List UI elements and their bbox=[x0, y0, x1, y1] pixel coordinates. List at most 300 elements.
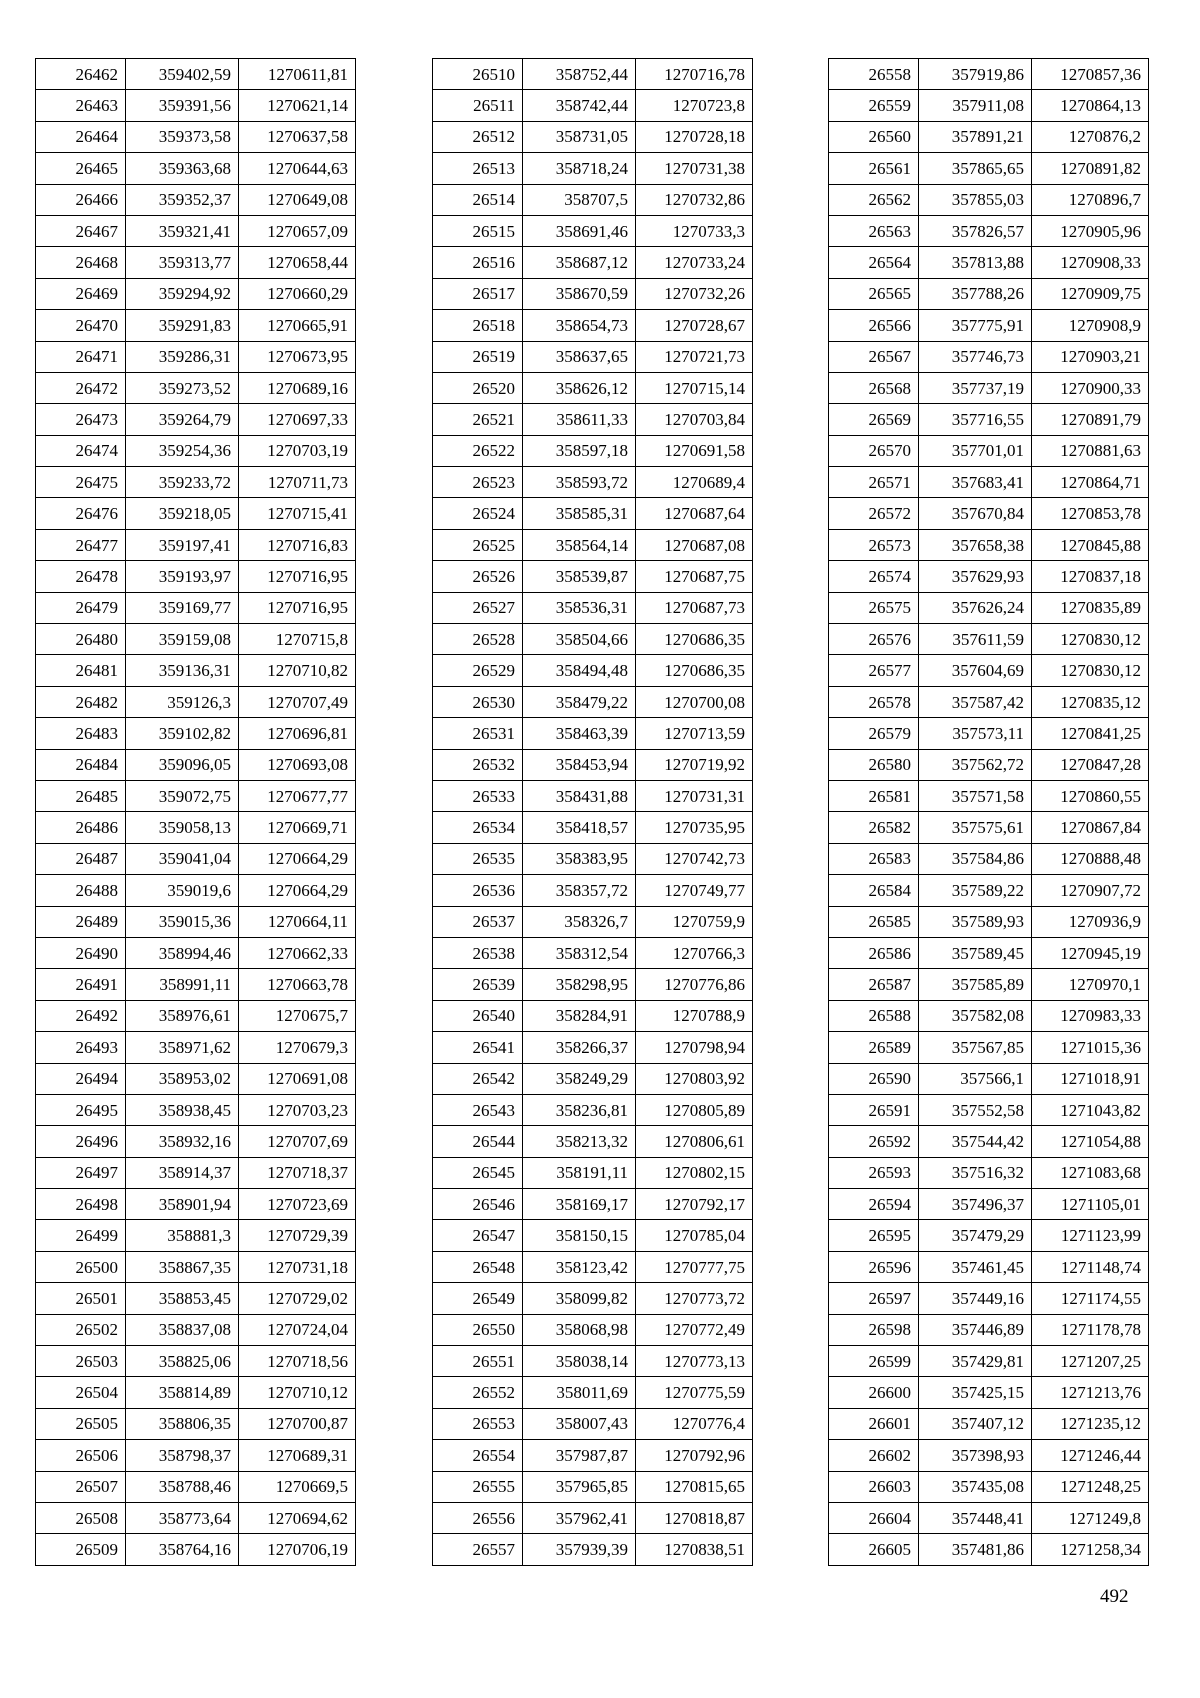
x-coordinate-cell: 357701,01 bbox=[919, 435, 1032, 466]
point-id-cell: 26557 bbox=[433, 1534, 523, 1565]
y-coordinate-cell: 1270664,29 bbox=[239, 875, 356, 906]
x-coordinate-cell: 358038,14 bbox=[523, 1346, 636, 1377]
table-row bbox=[36, 906, 356, 937]
y-coordinate-cell: 1270773,72 bbox=[636, 1283, 753, 1314]
x-coordinate-cell: 358326,7 bbox=[523, 906, 636, 937]
x-coordinate-cell: 357571,58 bbox=[919, 780, 1032, 811]
y-coordinate-cell: 1270731,31 bbox=[636, 780, 753, 811]
point-id-cell: 26476 bbox=[36, 498, 126, 529]
point-id-cell: 26529 bbox=[433, 655, 523, 686]
y-coordinate-cell: 1271015,36 bbox=[1032, 1032, 1149, 1063]
table-row bbox=[433, 59, 753, 90]
y-coordinate-cell: 1270716,95 bbox=[239, 561, 356, 592]
point-id-cell: 26519 bbox=[433, 341, 523, 372]
x-coordinate-cell: 357587,42 bbox=[919, 686, 1032, 717]
y-coordinate-cell: 1270837,18 bbox=[1032, 561, 1149, 592]
y-coordinate-cell: 1270896,7 bbox=[1032, 184, 1149, 215]
table-row bbox=[829, 372, 1149, 403]
y-coordinate-cell: 1270732,26 bbox=[636, 278, 753, 309]
y-coordinate-cell: 1270731,38 bbox=[636, 153, 753, 184]
table-row bbox=[433, 435, 753, 466]
point-id-cell: 26601 bbox=[829, 1408, 919, 1439]
point-id-cell: 26472 bbox=[36, 372, 126, 403]
point-id-cell: 26505 bbox=[36, 1408, 126, 1439]
x-coordinate-cell: 358357,72 bbox=[523, 875, 636, 906]
table-row bbox=[433, 1000, 753, 1031]
y-coordinate-cell: 1271083,68 bbox=[1032, 1157, 1149, 1188]
table-row bbox=[433, 1377, 753, 1408]
x-coordinate-cell: 357567,85 bbox=[919, 1032, 1032, 1063]
y-coordinate-cell: 1270710,12 bbox=[239, 1377, 356, 1408]
point-id-cell: 26517 bbox=[433, 278, 523, 309]
x-coordinate-cell: 358284,91 bbox=[523, 1000, 636, 1031]
point-id-cell: 26595 bbox=[829, 1220, 919, 1251]
table-row bbox=[829, 1126, 1149, 1157]
table-row bbox=[829, 624, 1149, 655]
x-coordinate-cell: 357658,38 bbox=[919, 529, 1032, 560]
table-row bbox=[829, 749, 1149, 780]
x-coordinate-cell: 357585,89 bbox=[919, 969, 1032, 1000]
point-id-cell: 26468 bbox=[36, 247, 126, 278]
point-id-cell: 26521 bbox=[433, 404, 523, 435]
y-coordinate-cell: 1270716,78 bbox=[636, 59, 753, 90]
x-coordinate-cell: 357481,86 bbox=[919, 1534, 1032, 1565]
table-row bbox=[433, 780, 753, 811]
point-id-cell: 26488 bbox=[36, 875, 126, 906]
point-id-cell: 26470 bbox=[36, 310, 126, 341]
y-coordinate-cell: 1270691,08 bbox=[239, 1063, 356, 1094]
table-row bbox=[829, 592, 1149, 623]
point-id-cell: 26537 bbox=[433, 906, 523, 937]
x-coordinate-cell: 357562,72 bbox=[919, 749, 1032, 780]
y-coordinate-cell: 1271148,74 bbox=[1032, 1251, 1149, 1282]
table-row bbox=[36, 1440, 356, 1471]
point-id-cell: 26485 bbox=[36, 780, 126, 811]
table-row bbox=[36, 1534, 356, 1565]
point-id-cell: 26573 bbox=[829, 529, 919, 560]
point-id-cell: 26496 bbox=[36, 1126, 126, 1157]
x-coordinate-cell: 357461,45 bbox=[919, 1251, 1032, 1282]
point-id-cell: 26592 bbox=[829, 1126, 919, 1157]
point-id-cell: 26599 bbox=[829, 1346, 919, 1377]
x-coordinate-cell: 357855,03 bbox=[919, 184, 1032, 215]
table-row bbox=[36, 372, 356, 403]
table-row bbox=[36, 1471, 356, 1502]
table-row bbox=[433, 1314, 753, 1345]
y-coordinate-cell: 1270715,14 bbox=[636, 372, 753, 403]
point-id-cell: 26515 bbox=[433, 215, 523, 246]
table-row bbox=[433, 749, 753, 780]
x-coordinate-cell: 357939,39 bbox=[523, 1534, 636, 1565]
point-id-cell: 26586 bbox=[829, 937, 919, 968]
x-coordinate-cell: 358463,39 bbox=[523, 718, 636, 749]
y-coordinate-cell: 1270835,12 bbox=[1032, 686, 1149, 717]
x-coordinate-cell: 358976,61 bbox=[126, 1000, 239, 1031]
x-coordinate-cell: 358914,37 bbox=[126, 1157, 239, 1188]
table-row bbox=[433, 1189, 753, 1220]
point-id-cell: 26493 bbox=[36, 1032, 126, 1063]
x-coordinate-cell: 358123,42 bbox=[523, 1251, 636, 1282]
point-id-cell: 26489 bbox=[36, 906, 126, 937]
x-coordinate-cell: 357865,65 bbox=[919, 153, 1032, 184]
y-coordinate-cell: 1270908,33 bbox=[1032, 247, 1149, 278]
x-coordinate-cell: 358312,54 bbox=[523, 937, 636, 968]
point-id-cell: 26478 bbox=[36, 561, 126, 592]
table-row bbox=[36, 341, 356, 372]
table-row bbox=[829, 90, 1149, 121]
y-coordinate-cell: 1270687,73 bbox=[636, 592, 753, 623]
x-coordinate-cell: 359254,36 bbox=[126, 435, 239, 466]
x-coordinate-cell: 358901,94 bbox=[126, 1189, 239, 1220]
point-id-cell: 26589 bbox=[829, 1032, 919, 1063]
y-coordinate-cell: 1270733,3 bbox=[636, 215, 753, 246]
point-id-cell: 26464 bbox=[36, 121, 126, 152]
point-id-cell: 26575 bbox=[829, 592, 919, 623]
point-id-cell: 26577 bbox=[829, 655, 919, 686]
y-coordinate-cell: 1270772,49 bbox=[636, 1314, 753, 1345]
point-id-cell: 26598 bbox=[829, 1314, 919, 1345]
x-coordinate-cell: 358539,87 bbox=[523, 561, 636, 592]
x-coordinate-cell: 358191,11 bbox=[523, 1157, 636, 1188]
x-coordinate-cell: 358932,16 bbox=[126, 1126, 239, 1157]
point-id-cell: 26546 bbox=[433, 1189, 523, 1220]
table-row bbox=[433, 1440, 753, 1471]
y-coordinate-cell: 1270891,82 bbox=[1032, 153, 1149, 184]
y-coordinate-cell: 1270637,58 bbox=[239, 121, 356, 152]
y-coordinate-cell: 1270847,28 bbox=[1032, 749, 1149, 780]
table-row bbox=[36, 937, 356, 968]
table-row bbox=[36, 1094, 356, 1125]
table-row bbox=[829, 937, 1149, 968]
point-id-cell: 26584 bbox=[829, 875, 919, 906]
x-coordinate-cell: 358731,05 bbox=[523, 121, 636, 152]
table-row bbox=[36, 1000, 356, 1031]
x-coordinate-cell: 357429,81 bbox=[919, 1346, 1032, 1377]
table-row bbox=[433, 812, 753, 843]
x-coordinate-cell: 359352,37 bbox=[126, 184, 239, 215]
point-id-cell: 26491 bbox=[36, 969, 126, 1000]
table-row bbox=[829, 812, 1149, 843]
table-row bbox=[829, 875, 1149, 906]
table-row bbox=[36, 1220, 356, 1251]
y-coordinate-cell: 1270677,77 bbox=[239, 780, 356, 811]
y-coordinate-cell: 1270649,08 bbox=[239, 184, 356, 215]
x-coordinate-cell: 357911,08 bbox=[919, 90, 1032, 121]
y-coordinate-cell: 1270675,7 bbox=[239, 1000, 356, 1031]
y-coordinate-cell: 1270881,63 bbox=[1032, 435, 1149, 466]
y-coordinate-cell: 1270703,84 bbox=[636, 404, 753, 435]
x-coordinate-cell: 358867,35 bbox=[126, 1251, 239, 1282]
point-id-cell: 26597 bbox=[829, 1283, 919, 1314]
point-id-cell: 26547 bbox=[433, 1220, 523, 1251]
table-row bbox=[829, 215, 1149, 246]
table-row bbox=[36, 1063, 356, 1094]
y-coordinate-cell: 1270815,65 bbox=[636, 1471, 753, 1502]
table-row bbox=[433, 1220, 753, 1251]
table-row bbox=[433, 529, 753, 560]
x-coordinate-cell: 358670,59 bbox=[523, 278, 636, 309]
y-coordinate-cell: 1270669,71 bbox=[239, 812, 356, 843]
y-coordinate-cell: 1270776,86 bbox=[636, 969, 753, 1000]
point-id-cell: 26593 bbox=[829, 1157, 919, 1188]
y-coordinate-cell: 1270673,95 bbox=[239, 341, 356, 372]
y-coordinate-cell: 1270662,33 bbox=[239, 937, 356, 968]
y-coordinate-cell: 1270830,12 bbox=[1032, 655, 1149, 686]
x-coordinate-cell: 357962,41 bbox=[523, 1502, 636, 1533]
y-coordinate-cell: 1270776,4 bbox=[636, 1408, 753, 1439]
table-row bbox=[433, 341, 753, 372]
table-row bbox=[829, 1471, 1149, 1502]
point-id-cell: 26540 bbox=[433, 1000, 523, 1031]
point-id-cell: 26523 bbox=[433, 467, 523, 498]
x-coordinate-cell: 357446,89 bbox=[919, 1314, 1032, 1345]
x-coordinate-cell: 357813,88 bbox=[919, 247, 1032, 278]
point-id-cell: 26484 bbox=[36, 749, 126, 780]
x-coordinate-cell: 359136,31 bbox=[126, 655, 239, 686]
point-id-cell: 26563 bbox=[829, 215, 919, 246]
x-coordinate-cell: 358825,06 bbox=[126, 1346, 239, 1377]
point-id-cell: 26579 bbox=[829, 718, 919, 749]
x-coordinate-cell: 359273,52 bbox=[126, 372, 239, 403]
y-coordinate-cell: 1271054,88 bbox=[1032, 1126, 1149, 1157]
x-coordinate-cell: 357611,59 bbox=[919, 624, 1032, 655]
y-coordinate-cell: 1270715,41 bbox=[239, 498, 356, 529]
y-coordinate-cell: 1271213,76 bbox=[1032, 1377, 1149, 1408]
table-row bbox=[829, 1094, 1149, 1125]
point-id-cell: 26514 bbox=[433, 184, 523, 215]
y-coordinate-cell: 1270733,24 bbox=[636, 247, 753, 278]
point-id-cell: 26554 bbox=[433, 1440, 523, 1471]
table-row bbox=[433, 184, 753, 215]
y-coordinate-cell: 1270775,59 bbox=[636, 1377, 753, 1408]
table-row bbox=[36, 1189, 356, 1220]
point-id-cell: 26492 bbox=[36, 1000, 126, 1031]
x-coordinate-cell: 358597,18 bbox=[523, 435, 636, 466]
table-row bbox=[829, 1157, 1149, 1188]
point-id-cell: 26477 bbox=[36, 529, 126, 560]
x-coordinate-cell: 357788,26 bbox=[919, 278, 1032, 309]
x-coordinate-cell: 359197,41 bbox=[126, 529, 239, 560]
point-id-cell: 26567 bbox=[829, 341, 919, 372]
table-row bbox=[36, 780, 356, 811]
y-coordinate-cell: 1271207,25 bbox=[1032, 1346, 1149, 1377]
x-coordinate-cell: 357573,11 bbox=[919, 718, 1032, 749]
y-coordinate-cell: 1270710,82 bbox=[239, 655, 356, 686]
table-row bbox=[36, 561, 356, 592]
table-row bbox=[36, 529, 356, 560]
point-id-cell: 26512 bbox=[433, 121, 523, 152]
y-coordinate-cell: 1270693,08 bbox=[239, 749, 356, 780]
y-coordinate-cell: 1270841,25 bbox=[1032, 718, 1149, 749]
y-coordinate-cell: 1271043,82 bbox=[1032, 1094, 1149, 1125]
table-row bbox=[829, 498, 1149, 529]
table-row bbox=[433, 561, 753, 592]
page-number: 492 bbox=[1100, 1586, 1129, 1607]
y-coordinate-cell: 1270792,17 bbox=[636, 1189, 753, 1220]
y-coordinate-cell: 1270716,83 bbox=[239, 529, 356, 560]
point-id-cell: 26605 bbox=[829, 1534, 919, 1565]
point-id-cell: 26482 bbox=[36, 686, 126, 717]
x-coordinate-cell: 358150,15 bbox=[523, 1220, 636, 1251]
x-coordinate-cell: 358953,02 bbox=[126, 1063, 239, 1094]
table-row bbox=[433, 1346, 753, 1377]
x-coordinate-cell: 358099,82 bbox=[523, 1283, 636, 1314]
point-id-cell: 26509 bbox=[36, 1534, 126, 1565]
point-id-cell: 26511 bbox=[433, 90, 523, 121]
x-coordinate-cell: 357407,12 bbox=[919, 1408, 1032, 1439]
y-coordinate-cell: 1270766,3 bbox=[636, 937, 753, 968]
x-coordinate-cell: 357919,86 bbox=[919, 59, 1032, 90]
x-coordinate-cell: 358798,37 bbox=[126, 1440, 239, 1471]
point-id-cell: 26543 bbox=[433, 1094, 523, 1125]
table-row bbox=[433, 624, 753, 655]
table-row bbox=[829, 404, 1149, 435]
y-coordinate-cell: 1270735,95 bbox=[636, 812, 753, 843]
x-coordinate-cell: 358994,46 bbox=[126, 937, 239, 968]
table-row bbox=[829, 1346, 1149, 1377]
table-row bbox=[829, 1251, 1149, 1282]
x-coordinate-cell: 359126,3 bbox=[126, 686, 239, 717]
table-row bbox=[829, 780, 1149, 811]
y-coordinate-cell: 1270621,14 bbox=[239, 90, 356, 121]
point-id-cell: 26507 bbox=[36, 1471, 126, 1502]
y-coordinate-cell: 1270679,3 bbox=[239, 1032, 356, 1063]
point-id-cell: 26571 bbox=[829, 467, 919, 498]
y-coordinate-cell: 1270742,73 bbox=[636, 843, 753, 874]
x-coordinate-cell: 358938,45 bbox=[126, 1094, 239, 1125]
table-row bbox=[829, 341, 1149, 372]
point-id-cell: 26558 bbox=[829, 59, 919, 90]
table-row bbox=[829, 278, 1149, 309]
x-coordinate-cell: 358691,46 bbox=[523, 215, 636, 246]
table-row bbox=[433, 1126, 753, 1157]
table-row bbox=[829, 561, 1149, 592]
y-coordinate-cell: 1270729,39 bbox=[239, 1220, 356, 1251]
x-coordinate-cell: 359264,79 bbox=[126, 404, 239, 435]
table-row bbox=[829, 1063, 1149, 1094]
x-coordinate-cell: 357589,22 bbox=[919, 875, 1032, 906]
coordinate-table-3 bbox=[828, 58, 1149, 1566]
x-coordinate-cell: 359072,75 bbox=[126, 780, 239, 811]
coordinate-table-1 bbox=[35, 58, 356, 1566]
point-id-cell: 26500 bbox=[36, 1251, 126, 1282]
y-coordinate-cell: 1270773,13 bbox=[636, 1346, 753, 1377]
point-id-cell: 26541 bbox=[433, 1032, 523, 1063]
table-row bbox=[829, 153, 1149, 184]
x-coordinate-cell: 357746,73 bbox=[919, 341, 1032, 372]
point-id-cell: 26542 bbox=[433, 1063, 523, 1094]
table-row bbox=[829, 1534, 1149, 1565]
y-coordinate-cell: 1270696,81 bbox=[239, 718, 356, 749]
x-coordinate-cell: 358007,43 bbox=[523, 1408, 636, 1439]
table-row bbox=[36, 1314, 356, 1345]
point-id-cell: 26551 bbox=[433, 1346, 523, 1377]
point-id-cell: 26603 bbox=[829, 1471, 919, 1502]
y-coordinate-cell: 1270900,33 bbox=[1032, 372, 1149, 403]
x-coordinate-cell: 357826,57 bbox=[919, 215, 1032, 246]
point-id-cell: 26548 bbox=[433, 1251, 523, 1282]
table-row bbox=[36, 875, 356, 906]
x-coordinate-cell: 359019,6 bbox=[126, 875, 239, 906]
point-id-cell: 26465 bbox=[36, 153, 126, 184]
x-coordinate-cell: 357589,45 bbox=[919, 937, 1032, 968]
x-coordinate-cell: 359015,36 bbox=[126, 906, 239, 937]
table-row bbox=[433, 1094, 753, 1125]
y-coordinate-cell: 1270777,75 bbox=[636, 1251, 753, 1282]
y-coordinate-cell: 1270691,58 bbox=[636, 435, 753, 466]
y-coordinate-cell: 1270903,21 bbox=[1032, 341, 1149, 372]
table-row bbox=[36, 655, 356, 686]
y-coordinate-cell: 1270729,02 bbox=[239, 1283, 356, 1314]
table-row bbox=[829, 59, 1149, 90]
table-row bbox=[433, 1502, 753, 1533]
y-coordinate-cell: 1270732,86 bbox=[636, 184, 753, 215]
point-id-cell: 26533 bbox=[433, 780, 523, 811]
table-row bbox=[433, 1032, 753, 1063]
point-id-cell: 26530 bbox=[433, 686, 523, 717]
x-coordinate-cell: 359193,97 bbox=[126, 561, 239, 592]
point-id-cell: 26561 bbox=[829, 153, 919, 184]
x-coordinate-cell: 357891,21 bbox=[919, 121, 1032, 152]
y-coordinate-cell: 1270835,89 bbox=[1032, 592, 1149, 623]
x-coordinate-cell: 358853,45 bbox=[126, 1283, 239, 1314]
table-row bbox=[36, 749, 356, 780]
point-id-cell: 26576 bbox=[829, 624, 919, 655]
y-coordinate-cell: 1270788,9 bbox=[636, 1000, 753, 1031]
table-row bbox=[433, 592, 753, 623]
point-id-cell: 26483 bbox=[36, 718, 126, 749]
y-coordinate-cell: 1270759,9 bbox=[636, 906, 753, 937]
y-coordinate-cell: 1270818,87 bbox=[636, 1502, 753, 1533]
y-coordinate-cell: 1271235,12 bbox=[1032, 1408, 1149, 1439]
y-coordinate-cell: 1271249,8 bbox=[1032, 1502, 1149, 1533]
x-coordinate-cell: 358213,32 bbox=[523, 1126, 636, 1157]
y-coordinate-cell: 1270707,69 bbox=[239, 1126, 356, 1157]
x-coordinate-cell: 358752,44 bbox=[523, 59, 636, 90]
point-id-cell: 26479 bbox=[36, 592, 126, 623]
y-coordinate-cell: 1270723,69 bbox=[239, 1189, 356, 1220]
x-coordinate-cell: 358687,12 bbox=[523, 247, 636, 278]
table-row bbox=[829, 184, 1149, 215]
point-id-cell: 26578 bbox=[829, 686, 919, 717]
point-id-cell: 26522 bbox=[433, 435, 523, 466]
x-coordinate-cell: 358611,33 bbox=[523, 404, 636, 435]
table-row bbox=[433, 372, 753, 403]
table-row bbox=[829, 906, 1149, 937]
point-id-cell: 26569 bbox=[829, 404, 919, 435]
x-coordinate-cell: 357448,41 bbox=[919, 1502, 1032, 1533]
y-coordinate-cell: 1270660,29 bbox=[239, 278, 356, 309]
point-id-cell: 26462 bbox=[36, 59, 126, 90]
x-coordinate-cell: 357670,84 bbox=[919, 498, 1032, 529]
y-coordinate-cell: 1270700,08 bbox=[636, 686, 753, 717]
table-row bbox=[433, 906, 753, 937]
x-coordinate-cell: 358626,12 bbox=[523, 372, 636, 403]
point-id-cell: 26564 bbox=[829, 247, 919, 278]
point-id-cell: 26602 bbox=[829, 1440, 919, 1471]
point-id-cell: 26490 bbox=[36, 937, 126, 968]
table-row bbox=[433, 278, 753, 309]
point-id-cell: 26503 bbox=[36, 1346, 126, 1377]
table-row bbox=[36, 153, 356, 184]
x-coordinate-cell: 358837,08 bbox=[126, 1314, 239, 1345]
point-id-cell: 26604 bbox=[829, 1502, 919, 1533]
x-coordinate-cell: 358718,24 bbox=[523, 153, 636, 184]
point-id-cell: 26600 bbox=[829, 1377, 919, 1408]
y-coordinate-cell: 1270806,61 bbox=[636, 1126, 753, 1157]
table-row bbox=[829, 435, 1149, 466]
table-row bbox=[829, 1283, 1149, 1314]
